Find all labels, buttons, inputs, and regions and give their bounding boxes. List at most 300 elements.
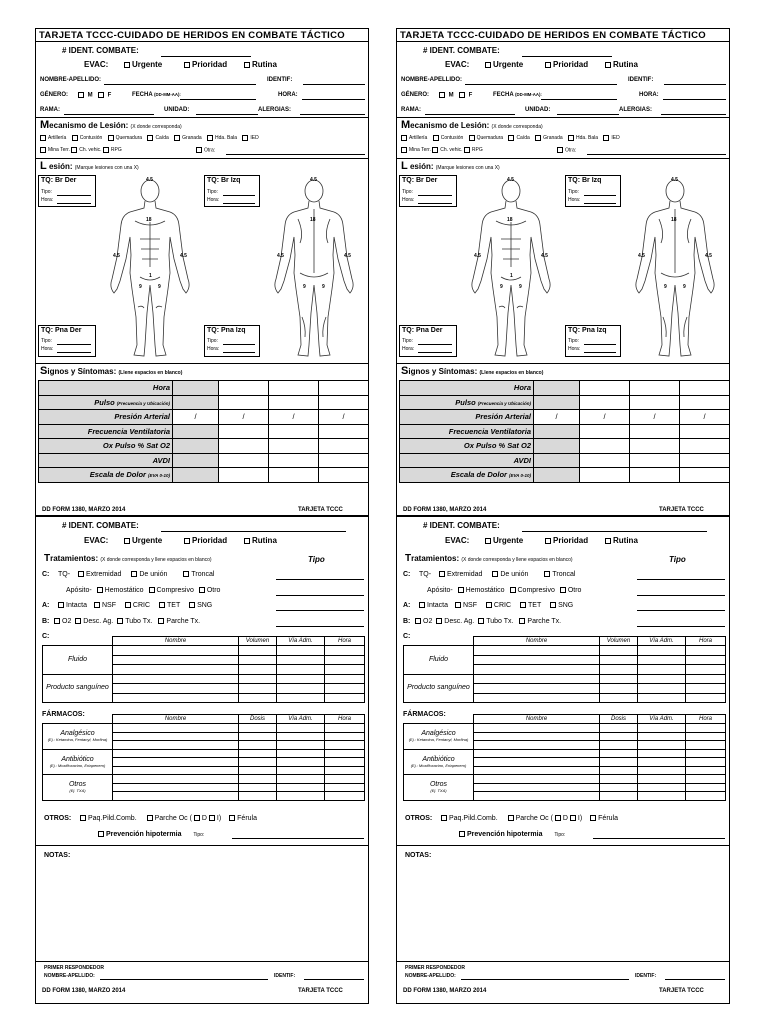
gender-f[interactable]: F	[459, 92, 472, 99]
hipotermia-tipo-field[interactable]	[593, 838, 725, 839]
fluid-cell[interactable]	[686, 674, 726, 684]
drug-cell[interactable]	[113, 783, 239, 792]
evac-option-prioridad[interactable]: Prioridad	[184, 536, 227, 545]
vitals-cell[interactable]	[680, 424, 730, 439]
drug-cell[interactable]	[600, 749, 638, 758]
tq-de-union[interactable]: De unión	[492, 571, 528, 578]
drug-cell[interactable]	[474, 775, 600, 784]
evac-option-urgente[interactable]: Urgente	[124, 536, 162, 545]
mech-otra[interactable]: Otra:	[196, 147, 215, 153]
drug-cell[interactable]	[239, 724, 277, 733]
fluid-cell[interactable]	[638, 693, 686, 703]
drug-cell[interactable]	[277, 732, 325, 741]
drug-cell[interactable]	[239, 741, 277, 750]
vitals-cell[interactable]	[173, 453, 219, 468]
nombre-field[interactable]	[104, 84, 256, 85]
a-intacta[interactable]: Intacta	[419, 602, 448, 609]
evac-option-rutina[interactable]: Rutina	[244, 536, 277, 545]
a-nsf[interactable]: NSF	[94, 602, 116, 609]
drug-cell[interactable]	[600, 775, 638, 784]
checkbox[interactable]	[439, 92, 445, 98]
mech-artilleria[interactable]: Artillería	[401, 135, 427, 141]
otros-paq[interactable]: Paq.Pild.Comb.	[80, 815, 137, 822]
vitals-cell[interactable]	[630, 395, 680, 410]
drug-cell[interactable]	[474, 758, 600, 767]
fluid-cell[interactable]	[686, 665, 726, 675]
otros-d[interactable]: D	[194, 815, 207, 822]
notas-area[interactable]	[40, 863, 364, 961]
drug-cell[interactable]	[686, 766, 726, 775]
evac-option-urgente[interactable]: Urgente	[485, 60, 523, 69]
nombre-field[interactable]	[465, 84, 617, 85]
body-front-diagram[interactable]	[100, 177, 200, 362]
vitals-cell[interactable]	[680, 468, 730, 483]
vitals-cell[interactable]	[173, 395, 219, 410]
b-tipo-field[interactable]	[637, 626, 725, 627]
fluid-cell[interactable]	[600, 665, 638, 675]
drug-cell[interactable]	[325, 792, 365, 801]
drug-cell[interactable]	[325, 783, 365, 792]
drug-cell[interactable]	[113, 749, 239, 758]
otros-parche-oc[interactable]: Parche Oc (	[508, 815, 553, 822]
otros-d[interactable]: D	[555, 815, 568, 822]
b-desc-ag[interactable]: Desc. Ag.	[75, 618, 113, 625]
drug-cell[interactable]	[600, 758, 638, 767]
fluid-cell[interactable]	[113, 674, 239, 684]
fluid-cell[interactable]	[239, 674, 277, 684]
drug-cell[interactable]	[638, 766, 686, 775]
fluid-cell[interactable]	[277, 646, 325, 656]
fluid-cell[interactable]	[239, 665, 277, 675]
mech-artilleria[interactable]: Artillería	[40, 135, 66, 141]
mech-quemadura[interactable]: Quemadura	[469, 135, 503, 141]
vitals-cell[interactable]	[680, 439, 730, 454]
vitals-cell[interactable]	[580, 424, 630, 439]
drug-cell[interactable]	[638, 741, 686, 750]
fluid-cell[interactable]	[239, 655, 277, 665]
fluid-cell[interactable]	[638, 646, 686, 656]
evac-option-rutina[interactable]: Rutina	[605, 60, 638, 69]
drug-cell[interactable]	[474, 783, 600, 792]
vitals-cell[interactable]	[580, 453, 630, 468]
aposito-hemostatico[interactable]: Hemostático	[97, 587, 144, 594]
rama-field[interactable]	[64, 114, 154, 115]
drug-cell[interactable]	[686, 732, 726, 741]
tq-tipo-field[interactable]	[637, 579, 725, 580]
tq-br-izq-box[interactable]: TQ: Br Izq Tipo: Hora:	[204, 175, 260, 207]
vitals-cell[interactable]	[219, 424, 269, 439]
b-o2[interactable]: O2	[415, 618, 432, 625]
fluid-cell[interactable]	[600, 684, 638, 694]
gender-m[interactable]: M	[78, 92, 93, 99]
evac-option-prioridad[interactable]: Prioridad	[545, 536, 588, 545]
aposito-tipo-field[interactable]	[637, 595, 725, 596]
drug-cell[interactable]	[638, 724, 686, 733]
vitals-cell[interactable]	[534, 439, 580, 454]
fluid-cell[interactable]	[600, 655, 638, 665]
b-o2[interactable]: O2	[54, 618, 71, 625]
otros-ferula[interactable]: Férula	[590, 815, 618, 822]
drug-cell[interactable]	[325, 766, 365, 775]
b-parche-tx[interactable]: Parche Tx.	[158, 618, 200, 625]
tq-br-der-box[interactable]: TQ: Br Der Tipo: Hora:	[399, 175, 457, 207]
fluid-cell[interactable]	[638, 665, 686, 675]
vitals-cell[interactable]	[319, 468, 369, 483]
mech-ch-vehic[interactable]: Ch. vehic.	[432, 147, 462, 153]
fluid-cell[interactable]	[686, 655, 726, 665]
drug-cell[interactable]	[638, 758, 686, 767]
vitals-cell[interactable]	[269, 468, 319, 483]
fluid-cell[interactable]	[239, 646, 277, 656]
fluid-cell[interactable]	[474, 674, 600, 684]
tq-extremidad[interactable]: Extremidad	[439, 571, 482, 578]
a-sng[interactable]: SNG	[189, 602, 212, 609]
vitals-cell[interactable]	[680, 395, 730, 410]
fecha-field[interactable]	[180, 99, 256, 100]
drug-cell[interactable]	[277, 775, 325, 784]
hora-field[interactable]	[302, 99, 365, 100]
drug-cell[interactable]	[325, 775, 365, 784]
aposito-compresivo[interactable]: Compresivo	[510, 587, 555, 594]
fluid-cell[interactable]	[474, 665, 600, 675]
drug-cell[interactable]	[686, 758, 726, 767]
drug-cell[interactable]	[277, 724, 325, 733]
vitals-cell[interactable]: /	[580, 410, 630, 425]
vitals-cell[interactable]: /	[219, 410, 269, 425]
fluid-cell[interactable]	[325, 674, 365, 684]
ident-field[interactable]	[161, 531, 346, 532]
mech-hda-bala[interactable]: Hda. Bala	[207, 135, 237, 141]
unidad-field[interactable]	[196, 114, 258, 115]
aposito-hemostatico[interactable]: Hemostático	[458, 587, 505, 594]
vitals-cell[interactable]	[580, 381, 630, 396]
checkbox[interactable]	[98, 92, 104, 98]
vitals-cell[interactable]	[630, 453, 680, 468]
b-tubo-tx[interactable]: Tubo Tx.	[478, 618, 513, 625]
vitals-cell[interactable]	[319, 424, 369, 439]
fluid-cell[interactable]	[113, 665, 239, 675]
vitals-cell[interactable]	[173, 468, 219, 483]
rama-field[interactable]	[425, 114, 515, 115]
otros-ferula[interactable]: Férula	[229, 815, 257, 822]
drug-cell[interactable]	[638, 775, 686, 784]
evac-option-prioridad[interactable]: Prioridad	[545, 60, 588, 69]
drug-cell[interactable]	[686, 724, 726, 733]
mech-hda-bala[interactable]: Hda. Bala	[568, 135, 598, 141]
vitals-cell[interactable]	[219, 395, 269, 410]
vitals-cell[interactable]: /	[269, 410, 319, 425]
drug-cell[interactable]	[113, 724, 239, 733]
fluid-cell[interactable]	[277, 655, 325, 665]
vitals-cell[interactable]	[630, 424, 680, 439]
drug-cell[interactable]	[277, 783, 325, 792]
checkbox[interactable]	[124, 62, 130, 68]
mech-mina[interactable]: Mina Terr.	[401, 147, 431, 153]
vitals-cell[interactable]: /	[319, 410, 369, 425]
evac-option-urgente[interactable]: Urgente	[124, 60, 162, 69]
fluid-cell[interactable]	[686, 693, 726, 703]
drug-cell[interactable]	[600, 741, 638, 750]
fluid-cell[interactable]	[239, 684, 277, 694]
drug-cell[interactable]	[239, 749, 277, 758]
vitals-cell[interactable]	[630, 468, 680, 483]
fluid-cell[interactable]	[325, 646, 365, 656]
resp-nombre-field[interactable]	[100, 979, 268, 980]
identif-field[interactable]	[664, 84, 726, 85]
drug-cell[interactable]	[474, 766, 600, 775]
drug-cell[interactable]	[638, 792, 686, 801]
tq-troncal[interactable]: Troncal	[544, 571, 575, 578]
drug-cell[interactable]	[686, 741, 726, 750]
vitals-cell[interactable]	[680, 453, 730, 468]
vitals-cell[interactable]	[269, 424, 319, 439]
drug-cell[interactable]	[474, 724, 600, 733]
resp-nombre-field[interactable]	[461, 979, 629, 980]
drug-cell[interactable]	[113, 775, 239, 784]
a-tet[interactable]: TET	[159, 602, 180, 609]
fluid-cell[interactable]	[474, 693, 600, 703]
drug-cell[interactable]	[239, 792, 277, 801]
ident-field[interactable]	[522, 531, 707, 532]
drug-cell[interactable]	[638, 732, 686, 741]
tq-br-izq-box[interactable]: TQ: Br Izq Tipo: Hora:	[565, 175, 621, 207]
vitals-cell[interactable]	[269, 439, 319, 454]
hipotermia-check[interactable]: Prevención hipotermia	[98, 831, 181, 838]
mech-ied[interactable]: IED	[603, 135, 619, 141]
fluid-cell[interactable]	[277, 693, 325, 703]
mech-granada[interactable]: Granada	[535, 135, 562, 141]
checkbox[interactable]	[184, 62, 190, 68]
otros-i[interactable]: I)	[570, 815, 582, 822]
aposito-otro[interactable]: Otro	[560, 587, 582, 594]
mech-caida[interactable]: Caída	[508, 135, 529, 141]
drug-cell[interactable]	[277, 741, 325, 750]
vitals-cell[interactable]	[630, 439, 680, 454]
drug-cell[interactable]	[239, 732, 277, 741]
tq-pna-izq-box[interactable]: TQ: Pna Izq Tipo: Hora:	[565, 325, 621, 357]
vitals-cell[interactable]	[319, 395, 369, 410]
b-tubo-tx[interactable]: Tubo Tx.	[117, 618, 152, 625]
a-cric[interactable]: CRIC	[125, 602, 150, 609]
vitals-cell[interactable]	[269, 453, 319, 468]
fluid-cell[interactable]	[638, 674, 686, 684]
hipotermia-check[interactable]: Prevención hipotermia	[459, 831, 542, 838]
fluid-cell[interactable]	[325, 655, 365, 665]
b-tipo-field[interactable]	[276, 626, 364, 627]
hora-field[interactable]	[663, 99, 726, 100]
drug-cell[interactable]	[113, 792, 239, 801]
drug-cell[interactable]	[113, 741, 239, 750]
vitals-cell[interactable]	[534, 468, 580, 483]
tq-extremidad[interactable]: Extremidad	[78, 571, 121, 578]
gender-m[interactable]: M	[439, 92, 454, 99]
mech-rpg[interactable]: RPG	[464, 147, 483, 153]
fluid-cell[interactable]	[325, 665, 365, 675]
vitals-cell[interactable]	[219, 381, 269, 396]
vitals-cell[interactable]	[580, 439, 630, 454]
evac-option-urgente[interactable]: Urgente	[485, 536, 523, 545]
otra-field[interactable]	[226, 154, 365, 155]
vitals-cell[interactable]	[319, 439, 369, 454]
checkbox[interactable]	[605, 62, 611, 68]
vitals-cell[interactable]	[173, 439, 219, 454]
otros-i[interactable]: I)	[209, 815, 221, 822]
fluid-cell[interactable]	[686, 646, 726, 656]
checkbox[interactable]	[459, 92, 465, 98]
drug-cell[interactable]	[686, 775, 726, 784]
aposito-otro[interactable]: Otro	[199, 587, 221, 594]
tq-tipo-field[interactable]	[276, 579, 364, 580]
drug-cell[interactable]	[474, 741, 600, 750]
fluid-cell[interactable]	[600, 646, 638, 656]
vitals-cell[interactable]: /	[173, 410, 219, 425]
checkbox[interactable]	[244, 62, 250, 68]
a-cric[interactable]: CRIC	[486, 602, 511, 609]
gender-f[interactable]: F	[98, 92, 111, 99]
unidad-field[interactable]	[557, 114, 619, 115]
otra-field[interactable]	[587, 154, 726, 155]
vitals-cell[interactable]	[534, 381, 580, 396]
mech-ch-vehic[interactable]: Ch. vehic.	[71, 147, 101, 153]
drug-cell[interactable]	[638, 783, 686, 792]
aposito-tipo-field[interactable]	[276, 595, 364, 596]
vitals-cell[interactable]	[534, 395, 580, 410]
vitals-cell[interactable]	[534, 424, 580, 439]
drug-cell[interactable]	[277, 766, 325, 775]
hipotermia-tipo-field[interactable]	[232, 838, 364, 839]
fluid-cell[interactable]	[277, 665, 325, 675]
drug-cell[interactable]	[686, 749, 726, 758]
fluid-cell[interactable]	[325, 684, 365, 694]
vitals-cell[interactable]	[319, 381, 369, 396]
fluid-cell[interactable]	[638, 684, 686, 694]
otros-parche-oc[interactable]: Parche Oc (	[147, 815, 192, 822]
mech-rpg[interactable]: RPG	[103, 147, 122, 153]
drug-cell[interactable]	[600, 732, 638, 741]
vitals-cell[interactable]	[173, 381, 219, 396]
tq-br-der-box[interactable]: TQ: Br Der Tipo: Hora:	[38, 175, 96, 207]
mech-caida[interactable]: Caída	[147, 135, 168, 141]
drug-cell[interactable]	[239, 766, 277, 775]
drug-cell[interactable]	[239, 783, 277, 792]
body-back-diagram[interactable]	[264, 177, 364, 362]
fluid-cell[interactable]	[239, 693, 277, 703]
mech-contusion[interactable]: Contusión	[433, 135, 464, 141]
vitals-cell[interactable]	[219, 453, 269, 468]
vitals-cell[interactable]	[219, 468, 269, 483]
mech-otra[interactable]: Otra:	[557, 147, 576, 153]
fecha-field[interactable]	[541, 99, 617, 100]
vitals-cell[interactable]	[534, 453, 580, 468]
body-back-diagram[interactable]	[625, 177, 725, 362]
vitals-cell[interactable]: /	[534, 410, 580, 425]
tq-de-union[interactable]: De unión	[131, 571, 167, 578]
alergias-field[interactable]	[300, 114, 365, 115]
drug-cell[interactable]	[239, 758, 277, 767]
drug-cell[interactable]	[474, 749, 600, 758]
fluid-cell[interactable]	[113, 655, 239, 665]
fluid-cell[interactable]	[325, 693, 365, 703]
fluid-cell[interactable]	[113, 684, 239, 694]
fluid-cell[interactable]	[277, 674, 325, 684]
checkbox[interactable]	[485, 62, 491, 68]
drug-cell[interactable]	[474, 792, 600, 801]
vitals-cell[interactable]	[680, 381, 730, 396]
vitals-cell[interactable]	[269, 395, 319, 410]
fluid-cell[interactable]	[474, 684, 600, 694]
a-tipo-field[interactable]	[276, 610, 364, 611]
mech-contusion[interactable]: Contusión	[72, 135, 103, 141]
drug-cell[interactable]	[277, 758, 325, 767]
evac-option-rutina[interactable]: Rutina	[244, 60, 277, 69]
drug-cell[interactable]	[277, 749, 325, 758]
vitals-cell[interactable]	[219, 439, 269, 454]
drug-cell[interactable]	[600, 766, 638, 775]
vitals-cell[interactable]	[319, 453, 369, 468]
fluid-cell[interactable]	[277, 684, 325, 694]
vitals-cell[interactable]	[580, 468, 630, 483]
a-tet[interactable]: TET	[520, 602, 541, 609]
a-nsf[interactable]: NSF	[455, 602, 477, 609]
mech-ied[interactable]: IED	[242, 135, 258, 141]
vitals-cell[interactable]	[580, 395, 630, 410]
tq-troncal[interactable]: Troncal	[183, 571, 214, 578]
drug-cell[interactable]	[325, 758, 365, 767]
fluid-cell[interactable]	[600, 693, 638, 703]
drug-cell[interactable]	[474, 732, 600, 741]
fluid-cell[interactable]	[638, 655, 686, 665]
resp-identif-field[interactable]	[665, 979, 725, 980]
drug-cell[interactable]	[325, 749, 365, 758]
drug-cell[interactable]	[277, 792, 325, 801]
drug-cell[interactable]	[113, 766, 239, 775]
aposito-compresivo[interactable]: Compresivo	[149, 587, 194, 594]
mech-mina[interactable]: Mina Terr.	[40, 147, 70, 153]
fluid-cell[interactable]	[474, 655, 600, 665]
vitals-cell[interactable]: /	[680, 410, 730, 425]
drug-cell[interactable]	[638, 749, 686, 758]
drug-cell[interactable]	[686, 792, 726, 801]
drug-cell[interactable]	[325, 741, 365, 750]
b-desc-ag[interactable]: Desc. Ag.	[436, 618, 474, 625]
drug-cell[interactable]	[686, 783, 726, 792]
checkbox[interactable]	[78, 92, 84, 98]
fluid-cell[interactable]	[113, 646, 239, 656]
drug-cell[interactable]	[113, 732, 239, 741]
drug-cell[interactable]	[113, 758, 239, 767]
vitals-cell[interactable]	[630, 381, 680, 396]
vitals-cell[interactable]	[173, 424, 219, 439]
body-front-diagram[interactable]	[461, 177, 561, 362]
tq-pna-der-box[interactable]: TQ: Pna Der Tipo: Hora:	[38, 325, 96, 357]
b-parche-tx[interactable]: Parche Tx.	[519, 618, 561, 625]
drug-cell[interactable]	[600, 783, 638, 792]
mech-granada[interactable]: Granada	[174, 135, 201, 141]
resp-identif-field[interactable]	[304, 979, 364, 980]
drug-cell[interactable]	[325, 724, 365, 733]
vitals-cell[interactable]	[269, 381, 319, 396]
evac-option-prioridad[interactable]: Prioridad	[184, 60, 227, 69]
tq-pna-izq-box[interactable]: TQ: Pna Izq Tipo: Hora:	[204, 325, 260, 357]
drug-cell[interactable]	[239, 775, 277, 784]
tq-pna-der-box[interactable]: TQ: Pna Der Tipo: Hora:	[399, 325, 457, 357]
evac-option-rutina[interactable]: Rutina	[605, 536, 638, 545]
notas-area[interactable]	[401, 863, 725, 961]
alergias-field[interactable]	[661, 114, 726, 115]
ident-field[interactable]	[161, 56, 251, 57]
drug-cell[interactable]	[600, 792, 638, 801]
otros-paq[interactable]: Paq.Pild.Comb.	[441, 815, 498, 822]
